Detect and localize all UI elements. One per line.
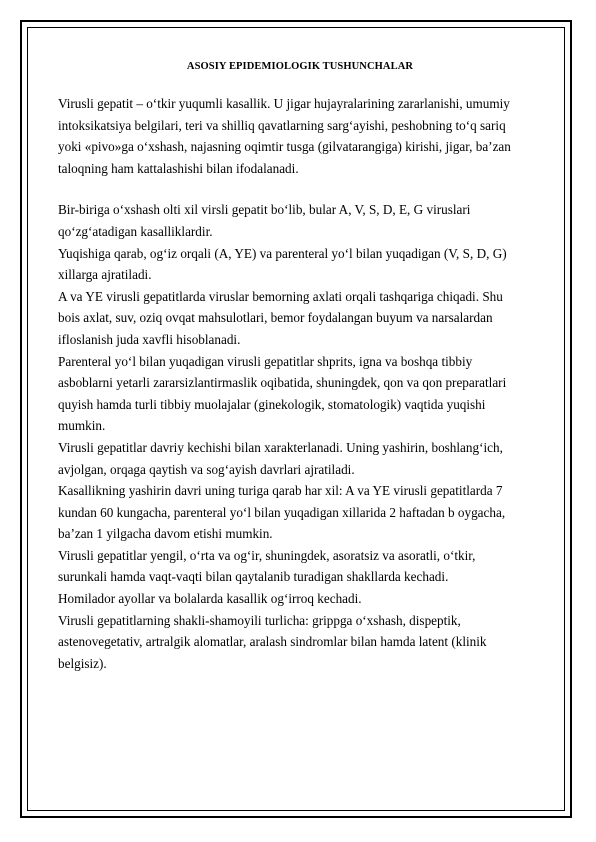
paragraph-course bbox=[58, 437, 542, 480]
text-line: Virusli gepatitlar davriy kechishi bilan xarakterlanadi. Uning yashirin, boshlang‘ich, bbox=[58, 439, 503, 455]
paragraph-forms bbox=[58, 545, 542, 588]
paragraph-types bbox=[58, 199, 542, 242]
text-line: Parenteral yo‘l bilan yuqadigan virusli gepatitlar shprits, igna va boshqa tibbiy bbox=[58, 353, 473, 369]
text-line: asboblarni yetarli zararsizlantirmaslik oqibatida, shuningdek, qon va qon preparatlari bbox=[58, 375, 507, 391]
paragraph-risk-groups bbox=[58, 588, 542, 610]
text-line: mumkin. bbox=[58, 418, 106, 434]
paragraph-transmission bbox=[58, 243, 542, 286]
paragraph-gap bbox=[58, 179, 542, 199]
paragraph-intro bbox=[58, 93, 542, 179]
text-line: avjolgan, orqaga qaytish va sog‘ayish davrlari ajratiladi. bbox=[58, 461, 355, 477]
text-line: Bir-biriga o‘xshash olti xil virsli gepatit bo‘lib, bular A, V, S, D, E, G viruslari bbox=[58, 202, 471, 218]
paragraph-fecal-oral bbox=[58, 286, 542, 351]
text-line: yoki «pivo»ga o‘xshash, najasning oqimtir tusga (gilvatarangiga) kirishi, jigar, ba’zan bbox=[58, 139, 511, 155]
text-line: Kasallikning yashirin davri uning turiga qarab har xil: A va YE virusli gepatitlarda 7 bbox=[58, 483, 503, 499]
paragraph-parenteral bbox=[58, 351, 542, 437]
text-line: surunkali hamda vaqt-vaqti bilan qaytalanib turadigan shakllarda kechadi. bbox=[58, 569, 449, 585]
text-line: Virusli gepatitlar yengil, o‘rta va og‘ir, shuningdek, asoratsiz va asoratli, o‘tkir, bbox=[58, 547, 476, 563]
paragraph-incubation bbox=[58, 480, 542, 545]
text-line: ba’zan 1 yilgacha davom etishi mumkin. bbox=[58, 526, 273, 542]
paragraph-clinical-forms bbox=[58, 610, 542, 675]
text-line: xillarga ajratiladi. bbox=[58, 267, 152, 283]
document-body bbox=[58, 60, 542, 674]
text-line: Virusli gepatit – o‘tkir yuqumli kasallik. U jigar hujayralarining zararlanishi, umumiy bbox=[58, 96, 510, 111]
text-line: A va YE virusli gepatitlarda viruslar bemorning axlati orqali tashqariga chiqadi. Shu bbox=[58, 288, 503, 304]
text-line: belgisiz). bbox=[58, 655, 107, 671]
text-line: qo‘zg‘atadigan kasalliklardir. bbox=[58, 223, 213, 239]
text-line: Virusli gepatitlarning shakli-shamoyili turlicha: grippga o‘xshash, dispeptik, bbox=[58, 612, 461, 628]
text-line: bois axlat, suv, oziq ovqat mahsulotlari, bemor foydalangan buyum va narsalardan bbox=[58, 310, 493, 326]
text-line: quyish hamda turli tibbiy muolajalar (ginekologik, stomatologik) vaqtida yuqishi bbox=[58, 396, 486, 412]
text-line: ifloslanish juda xavfli hisoblanadi. bbox=[58, 331, 241, 347]
text-line: astenovegetativ, artralgik alomatlar, aralash sindromlar bilan hamda latent (klinik bbox=[58, 634, 487, 650]
text-line: Yuqishiga qarab, og‘iz orqali (A, YE) va parenteral yo‘l bilan yuqadigan (V, S, D, G) bbox=[58, 245, 507, 261]
text-line: taloqning ham kattalashishi bilan ifodalanadi. bbox=[58, 160, 299, 176]
document-title: ASOSIY EPIDEMIOLOGIK TUSHUNCHALAR bbox=[186, 61, 414, 72]
text-line: kundan 60 kungacha, parenteral yo‘l bilan yuqadigan xillarida 2 haftadan b oygacha, bbox=[58, 504, 506, 520]
text-line: intoksikatsiya belgilari, teri va shilliq qavatlarning sarg‘ayishi, peshobning to‘q sariq bbox=[58, 117, 506, 133]
text-line: Homilador ayollar va bolalarda kasallik og‘irroq kechadi. bbox=[58, 591, 362, 607]
